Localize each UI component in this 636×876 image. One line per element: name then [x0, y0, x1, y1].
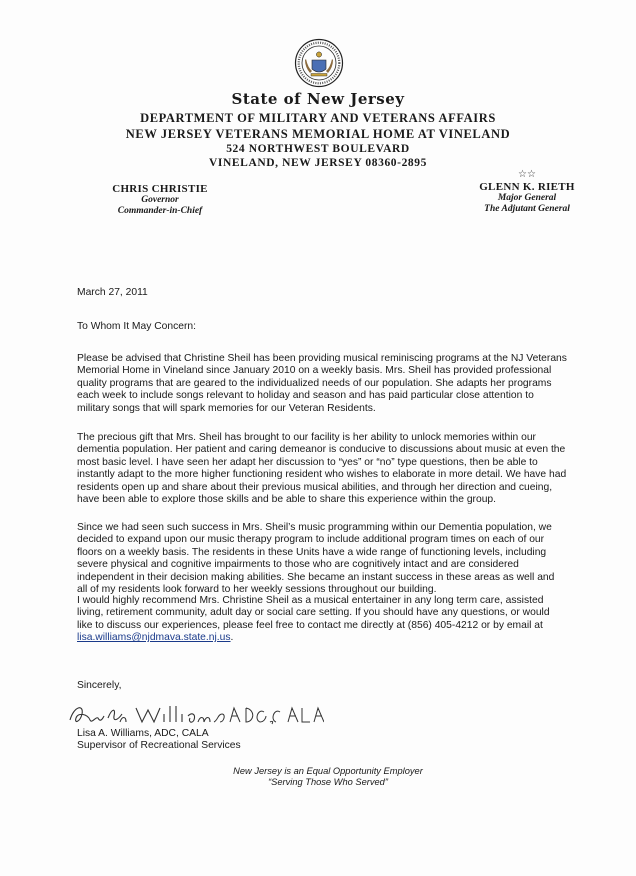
paragraph-1: Please be advised that Christine Sheil has been providing musical reminiscing programs at the NJ Veterans Memorial Home in Vineland since January 2010 on a weekly basis. Mrs. Sheil has provided professional quality programs that are geared to the individualized needs of our population. She adapts her programs each week to include songs relevant to holiday and season and has paid particular close attention to military songs that will spark memories for our Veteran Residents.	[77, 353, 567, 414]
adjutant-title: Major General	[497, 193, 557, 203]
governor-subtitle: Commander-in-Chief	[117, 206, 203, 216]
footer-motto: “Serving Those Who Served”	[268, 777, 388, 787]
paragraph-3: Since we had seen such success in Mrs. Sheil’s music programming within our Dementia population, we decided to expand upon our music therapy program to include additional program times on each of our floors on a weekly basis. The residents in these Units have a wide range of functioning levels, including severe physical and cognitive impairments to those who are cognitively intact and are considered independent in their decision making abilities. She became an instant success in these areas as well and all of my residents look forward to her weekly sessions throughout our building.	[77, 522, 555, 596]
street-address: 524 NORTHWEST BOULEVARD	[226, 143, 410, 155]
general-stars-icon: ☆☆	[518, 169, 536, 180]
paragraph-4-end: .	[230, 632, 234, 644]
signer-title: Supervisor of Recreational Services	[77, 740, 241, 751]
governor-block	[80, 183, 240, 217]
salutation: To Whom It May Concern:	[77, 321, 197, 332]
paragraph-2: The precious gift that Mrs. Sheil has brought to our facility is her ability to unlock memories within our dementia population. Her patient and caring demeanor is conducive to discussions about music at even the most basic level. I have seen her adapt her discussion to “yes” or “no” type questions, then be able to instantly adapt to the more higher functioning resident who wishes to elaborate in more detail. We have had residents open up and share about their previous musical abilities, and through her direction and cueing, have been able to explore those skills and be able to share this experience within the group.	[77, 432, 567, 506]
footer-eoe: New Jersey is an Equal Opportunity Employer	[233, 766, 423, 776]
adjutant-subtitle: The Adjutant General	[484, 204, 570, 214]
governor-name: CHRIS CHRISTIE	[112, 183, 208, 195]
adjutant-block	[462, 168, 592, 215]
paragraph-4	[77, 595, 567, 645]
paragraph-4-text: I would highly recommend Mrs. Christine Sheil as a musical entertainer in any long term care, assisted living, retirement community, adult day or social care setting. If you should have any questions, or would like to discuss our experiences, please feel free to contact me directly at (856) 405-4212 or by email at	[77, 595, 550, 631]
city-address: VINELAND, NEW JERSEY 08360-2895	[209, 157, 427, 169]
email-link[interactable]: lisa.williams@njdmava.state.nj.us	[77, 632, 231, 644]
closing: Sincerely,	[77, 680, 122, 691]
letter-date: March 27, 2011	[77, 287, 148, 298]
handwritten-signature	[64, 700, 324, 728]
state-seal-icon	[294, 38, 344, 88]
home-name: NEW JERSEY VETERANS MEMORIAL HOME AT VINELAND	[125, 127, 511, 141]
signer-name: Lisa A. Williams, ADC, CALA	[77, 728, 209, 739]
state-title: State of New Jersey	[231, 90, 405, 108]
governor-title: Governor	[141, 195, 179, 205]
adjutant-name: GLENN K. RIETH	[479, 181, 575, 193]
department-name: DEPARTMENT OF MILITARY AND VETERANS AFFAIRS	[140, 111, 496, 125]
